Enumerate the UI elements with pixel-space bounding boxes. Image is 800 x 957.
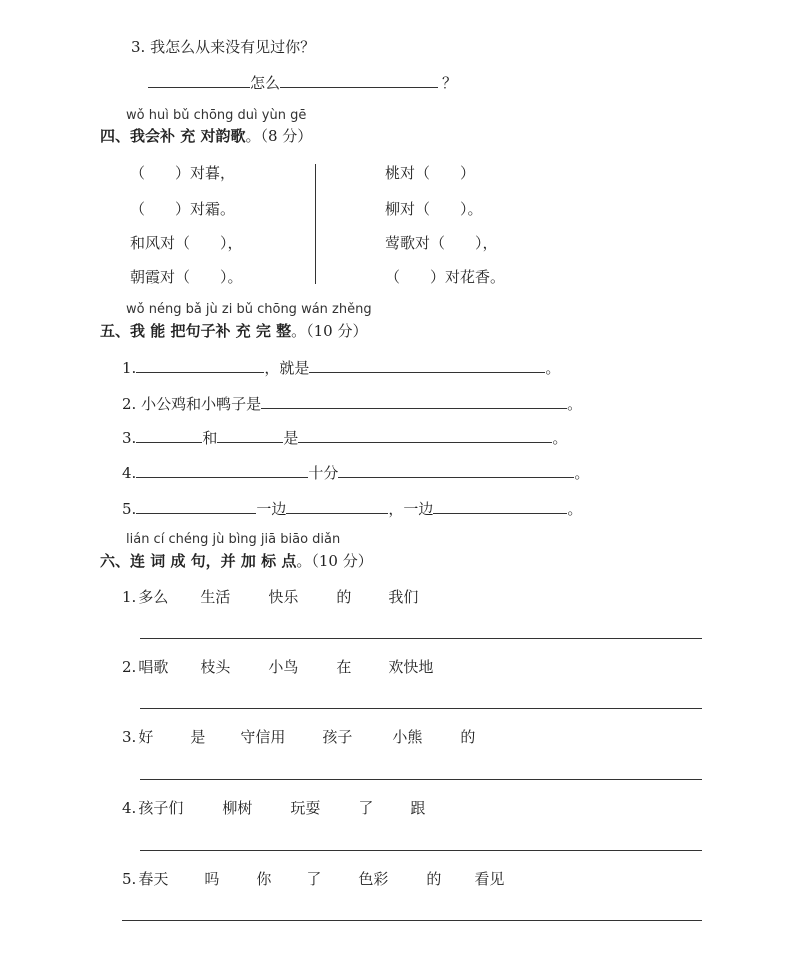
s6-item-2-number: 2. (122, 658, 137, 676)
s5-l4-number: 4. (122, 464, 137, 482)
s6-item-3-word-2: 是 (190, 728, 206, 746)
s6-item-3-word-6: 的 (460, 728, 476, 746)
s5-l5-a: 一边 (256, 500, 287, 518)
s6-item-4 (122, 797, 425, 818)
s6-item-4-word-5: 跟 (410, 799, 426, 817)
s6-score: 。（10 分） (296, 552, 373, 570)
s5-l2-prompt: 2. 小公鸡和小鸭子是 (122, 395, 262, 413)
s5-l2-blank[interactable] (261, 394, 567, 409)
s4-title: 四、我会补 充 对韵歌 (100, 127, 246, 145)
s5-l3-number: 3. (122, 429, 137, 447)
s5-line-3 (122, 427, 567, 448)
s6-item-3 (122, 726, 475, 747)
s5-l1-mid: ，就是 (264, 359, 310, 377)
s6-item-5-word-7: 看见 (474, 870, 505, 888)
s5-l3-blank-3[interactable] (298, 428, 552, 443)
s6-item-1-word-5: 我们 (388, 588, 419, 606)
s5-l5-blank-2[interactable] (286, 499, 388, 514)
s6-item-5 (122, 868, 504, 889)
s6-item-1-word-3: 快乐 (268, 588, 299, 606)
s5-line-1 (122, 357, 560, 378)
s5-title: 五、我 能 把句子补 充 完 整 (100, 322, 292, 340)
s5-l3-end: 。 (552, 429, 568, 447)
s6-item-5-answer-line[interactable] (122, 920, 702, 921)
s6-item-4-word-1: 孩子们 (138, 799, 184, 817)
s5-l4-blank-2[interactable] (338, 463, 574, 478)
s5-l4-mid: 十分 (308, 464, 339, 482)
s6-item-1-word-2: 生活 (200, 588, 231, 606)
s4-left-3[interactable]: 和风对（ ）， (130, 234, 243, 252)
s6-pinyin: lián cí chéng jù bìng jiā biāo diǎn (126, 532, 341, 547)
q3-answer-line (148, 72, 457, 93)
s5-score: 。（10 分） (291, 322, 368, 340)
s6-item-1-answer-line[interactable] (140, 638, 702, 639)
s5-l2-end: 。 (567, 395, 583, 413)
s5-l5-end: 。 (567, 500, 583, 518)
s6-item-2-answer-line[interactable] (140, 708, 702, 709)
s5-line-4 (122, 462, 589, 483)
s4-score: 。（8 分） (245, 127, 313, 145)
s4-right-3[interactable]: 莺歌对（ ）， (385, 234, 498, 252)
s6-item-5-word-6: 的 (426, 870, 442, 888)
s5-l5-blank-3[interactable] (433, 499, 567, 514)
s5-l5-blank-1[interactable] (136, 499, 256, 514)
s6-item-2-word-3: 小鸟 (268, 658, 299, 676)
s5-l5-b: ，一边 (388, 500, 434, 518)
s6-item-2-word-4: 在 (336, 658, 352, 676)
s5-l1-blank-2[interactable] (309, 358, 545, 373)
q3-label: 3. 我怎么从来没有见过你？ (131, 38, 316, 56)
s6-item-5-word-5: 色彩 (358, 870, 389, 888)
s6-item-1-word-1: 多么 (138, 588, 169, 606)
s6-item-3-word-1: 好 (138, 728, 154, 746)
s5-l1-end: 。 (545, 359, 561, 377)
s6-heading (100, 550, 373, 571)
s5-l3-b: 是 (283, 429, 299, 447)
s4-left-1[interactable]: （ ）对暮， (130, 164, 236, 182)
s6-item-4-number: 4. (122, 799, 137, 817)
s4-left-4[interactable]: 朝霞对（ ）。 (130, 268, 243, 286)
s4-heading (100, 125, 312, 146)
s5-l3-a: 和 (202, 429, 218, 447)
s6-item-2 (122, 656, 433, 677)
s6-item-4-answer-line[interactable] (140, 850, 702, 851)
s6-item-4-word-3: 玩耍 (290, 799, 321, 817)
s6-title: 六、连 词 成 句，并 加 标 点 (100, 552, 297, 570)
s5-l5-number: 5. (122, 500, 137, 518)
s6-item-5-word-1: 春天 (138, 870, 169, 888)
s6-item-5-number: 5. (122, 870, 137, 888)
s6-item-2-word-1: 唱歌 (138, 658, 169, 676)
s5-line-2 (122, 393, 582, 414)
s6-item-1-number: 1. (122, 588, 137, 606)
s5-l1-blank-1[interactable] (136, 358, 264, 373)
s6-item-4-word-4: 了 (358, 799, 374, 817)
s4-left-2[interactable]: （ ）对霜。 (130, 200, 236, 218)
s5-line-5 (122, 498, 582, 519)
q3-end: ？ (442, 74, 458, 92)
s5-l4-end: 。 (574, 464, 590, 482)
s6-item-4-word-2: 柳树 (222, 799, 253, 817)
s4-right-1[interactable]: 桃对（ ） (385, 164, 476, 182)
s6-item-5-word-4: 了 (306, 870, 322, 888)
s5-l3-blank-1[interactable] (136, 428, 202, 443)
s6-item-3-word-5: 小熊 (392, 728, 423, 746)
q3-blank-2[interactable] (280, 73, 438, 88)
s5-heading (100, 320, 367, 341)
s4-divider (315, 164, 316, 284)
q3-middle: 怎么 (250, 74, 281, 92)
s6-item-2-word-2: 枝头 (200, 658, 231, 676)
s4-right-2[interactable]: 柳对（ ）。 (385, 200, 483, 218)
s6-item-1 (122, 586, 418, 607)
q3-blank-1[interactable] (148, 73, 250, 88)
s6-item-3-word-3: 守信用 (240, 728, 286, 746)
s4-pinyin: wǒ huì bǔ chōng duì yùn gē (126, 108, 307, 123)
s5-l1-number: 1. (122, 359, 137, 377)
s6-item-5-word-2: 吗 (204, 870, 220, 888)
s4-right-4[interactable]: （ ）对花香。 (385, 268, 506, 286)
s6-item-1-word-4: 的 (336, 588, 352, 606)
s6-item-3-number: 3. (122, 728, 137, 746)
s5-l3-blank-2[interactable] (217, 428, 283, 443)
s6-item-2-word-5: 欢快地 (388, 658, 434, 676)
s5-l4-blank-1[interactable] (136, 463, 308, 478)
s5-pinyin: wǒ néng bǎ jù zi bǔ chōng wán zhěng (126, 302, 372, 317)
s6-item-3-word-4: 孩子 (322, 728, 353, 746)
s6-item-5-word-3: 你 (256, 870, 272, 888)
s6-item-3-answer-line[interactable] (140, 779, 702, 780)
